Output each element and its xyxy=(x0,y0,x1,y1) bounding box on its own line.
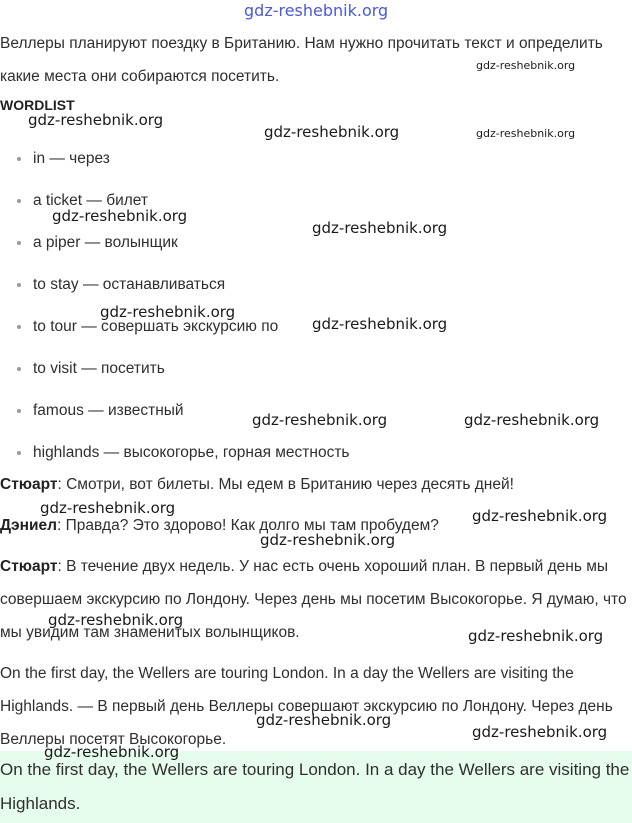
watermark: gdz-reshebnik.org xyxy=(52,207,188,225)
wordlist-item: highlands — высокогорье, горная местность xyxy=(0,432,350,474)
dialog-text: : Правда? Это здорово! Как долго мы там пробудем? xyxy=(56,517,439,534)
dialog-text: : В течение двух недель. У нас есть очень хороший план. В первый день мы совершаем экскурсию по Лондону. Через день мы посетим Высокогорье. Я думаю, что мы увидим там знаменитых волынщиков. xyxy=(0,558,627,641)
watermark: gdz-reshebnik.org xyxy=(476,59,576,72)
watermark: gdz-reshebnik.org xyxy=(468,627,604,645)
watermark: gdz-reshebnik.org xyxy=(312,219,448,237)
dialog-line xyxy=(0,468,632,501)
dialog-line xyxy=(0,509,632,542)
watermark: gdz-reshebnik.org xyxy=(312,315,448,333)
watermark: gdz-reshebnik.org xyxy=(472,507,608,525)
wordlist-item: a piper — волынщик xyxy=(0,222,350,264)
wordlist-item: to stay — останавливаться xyxy=(0,264,350,306)
wordlist-item: to visit — посетить xyxy=(0,348,350,390)
intro-text: Веллеры планируют поездку в Британию. Нам нужно прочитать текст и определить какие места они собираются посетить. xyxy=(0,35,603,85)
wordlist-item: famous — известный xyxy=(0,390,350,432)
dialog xyxy=(0,468,632,764)
translation-text: On the first day, the Wellers are touring London. In a day the Wellers are visiting the Highlands. — В первый день Веллеры совершают экскурсию по Лондону. Через день Веллеры посетят Высокогорье. xyxy=(0,665,613,748)
watermark: gdz-reshebnik.org xyxy=(100,303,236,321)
watermark: gdz-reshebnik.org xyxy=(244,1,389,20)
wordlist-title: WORDLIST xyxy=(0,97,75,113)
watermark: gdz-reshebnik.org xyxy=(48,611,184,629)
speaker-name: Стюарт xyxy=(0,558,58,575)
watermark: gdz-reshebnik.org xyxy=(256,711,392,729)
dialog-line xyxy=(0,550,632,649)
wordlist xyxy=(0,138,350,474)
wordlist-item: a ticket — билет xyxy=(0,180,350,222)
watermark: gdz-reshebnik.org xyxy=(476,127,576,140)
wordlist-item: to tour — совершать экскурсию по xyxy=(0,306,350,348)
speaker-name: Стюарт xyxy=(0,476,58,493)
watermark: gdz-reshebnik.org xyxy=(252,411,388,429)
watermark: gdz-reshebnik.org xyxy=(264,123,400,141)
watermark: gdz-reshebnik.org xyxy=(464,411,600,429)
dialog-text: : Смотри, вот билеты. Мы едем в Британию через десять дней! xyxy=(57,476,514,493)
watermark: gdz-reshebnik.org xyxy=(260,531,396,549)
wordlist-item: in — через xyxy=(0,138,350,180)
answer-box: On the first day, the Wellers are touring London. In a day the Wellers are visiting the Highlands. xyxy=(0,751,632,823)
watermark: gdz-reshebnik.org xyxy=(44,743,180,761)
speaker-name: Дэниел xyxy=(0,517,57,534)
watermark: gdz-reshebnik.org xyxy=(40,499,176,517)
watermark: gdz-reshebnik.org xyxy=(28,111,164,129)
watermark: gdz-reshebnik.org xyxy=(472,723,608,741)
